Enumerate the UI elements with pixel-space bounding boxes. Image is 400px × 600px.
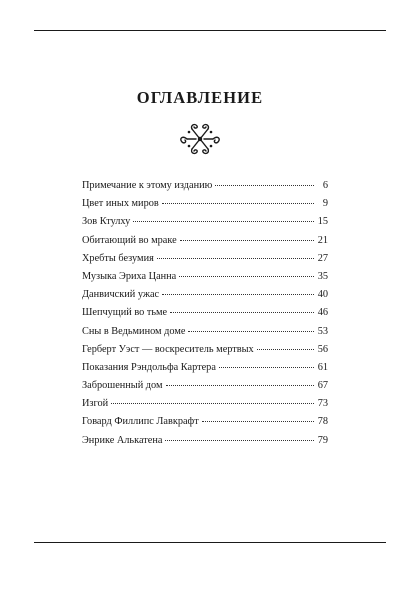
toc-leader-dots <box>215 185 314 186</box>
toc-leader-dots <box>257 349 314 350</box>
toc-leader-dots <box>219 367 314 368</box>
toc-entry-title: Данвичский ужас <box>82 289 160 301</box>
top-rule <box>34 30 386 31</box>
toc-leader-dots <box>111 403 314 404</box>
toc-entry-page-number: 46 <box>317 307 328 319</box>
toc-entry-page-number: 78 <box>317 416 328 428</box>
toc-entry[interactable] <box>82 416 328 434</box>
toc-entry-page-number: 40 <box>317 289 328 301</box>
toc-leader-dots <box>157 258 314 259</box>
toc-leader-dots <box>133 221 314 222</box>
ornament-center-dot <box>198 137 202 141</box>
toc-entry[interactable] <box>82 362 328 380</box>
toc-entry[interactable] <box>82 253 328 271</box>
toc-entry-title: Обитающий во мраке <box>82 234 177 246</box>
toc-entry[interactable] <box>82 216 328 234</box>
toc-leader-dots <box>179 276 314 277</box>
toc-entry-title: Заброшенный дом <box>82 380 163 392</box>
toc-entry-page-number: 53 <box>317 325 328 337</box>
table-of-contents <box>82 180 328 453</box>
toc-entry-page-number: 56 <box>317 343 328 355</box>
toc-entry-page-number: 67 <box>317 380 328 392</box>
toc-entry[interactable] <box>82 235 328 253</box>
toc-entry-title: Музыка Эриха Цанна <box>82 270 177 282</box>
toc-leader-dots <box>162 294 314 295</box>
toc-entry-title: Цвет иных миров <box>82 198 159 210</box>
toc-entry-title: Шепчущий во тьме <box>82 307 168 319</box>
toc-entry-title: Энрике Алькатена <box>82 434 163 446</box>
toc-entry-page-number: 79 <box>317 434 328 446</box>
toc-entry-page-number: 73 <box>317 398 328 410</box>
toc-entry[interactable] <box>82 435 328 453</box>
toc-leader-dots <box>162 203 314 204</box>
page-title: ОГЛАВЛЕНИЕ <box>136 88 264 107</box>
toc-entry[interactable] <box>82 344 328 362</box>
toc-entry[interactable] <box>82 271 328 289</box>
toc-entry-page-number: 15 <box>317 216 328 228</box>
toc-entry[interactable] <box>82 380 328 398</box>
toc-entry-title: Примечание к этому изданию <box>82 180 213 191</box>
toc-entry-title: Герберт Уэст — воскреситель мертвых <box>82 343 254 355</box>
toc-entry-title: Говард Филлипс Лавкрафт <box>82 416 199 428</box>
toc-entry-page-number: 35 <box>317 270 328 282</box>
toc-leader-dots <box>202 421 314 422</box>
toc-entry[interactable] <box>82 289 328 307</box>
toc-leader-dots <box>188 331 314 332</box>
toc-entry-title: Зов Ктулху <box>82 216 131 228</box>
toc-entry-page-number: 27 <box>317 252 328 264</box>
toc-entry[interactable] <box>82 326 328 344</box>
toc-leader-dots <box>166 385 315 386</box>
toc-entry-title: Хребты безумия <box>82 252 154 264</box>
toc-entry[interactable] <box>82 398 328 416</box>
toc-entry-page-number: 9 <box>322 198 328 210</box>
toc-leader-dots <box>170 312 314 313</box>
toc-entry-title: Изгой <box>82 398 109 410</box>
toc-leader-dots <box>180 240 314 241</box>
toc-entry[interactable] <box>82 198 328 216</box>
toc-entry[interactable] <box>82 180 328 198</box>
toc-entry-title: Показания Рэндольфа Картера <box>82 361 216 373</box>
toc-entry[interactable] <box>82 307 328 325</box>
toc-entry-page-number: 61 <box>317 361 328 373</box>
toc-entry-page-number: 6 <box>322 180 328 191</box>
bottom-rule <box>34 542 386 543</box>
toc-entry-page-number: 21 <box>317 234 328 246</box>
toc-entry-title: Сны в Ведьмином доме <box>82 325 186 337</box>
toc-leader-dots <box>165 440 314 441</box>
fleuron-ornament-icon <box>177 121 223 157</box>
